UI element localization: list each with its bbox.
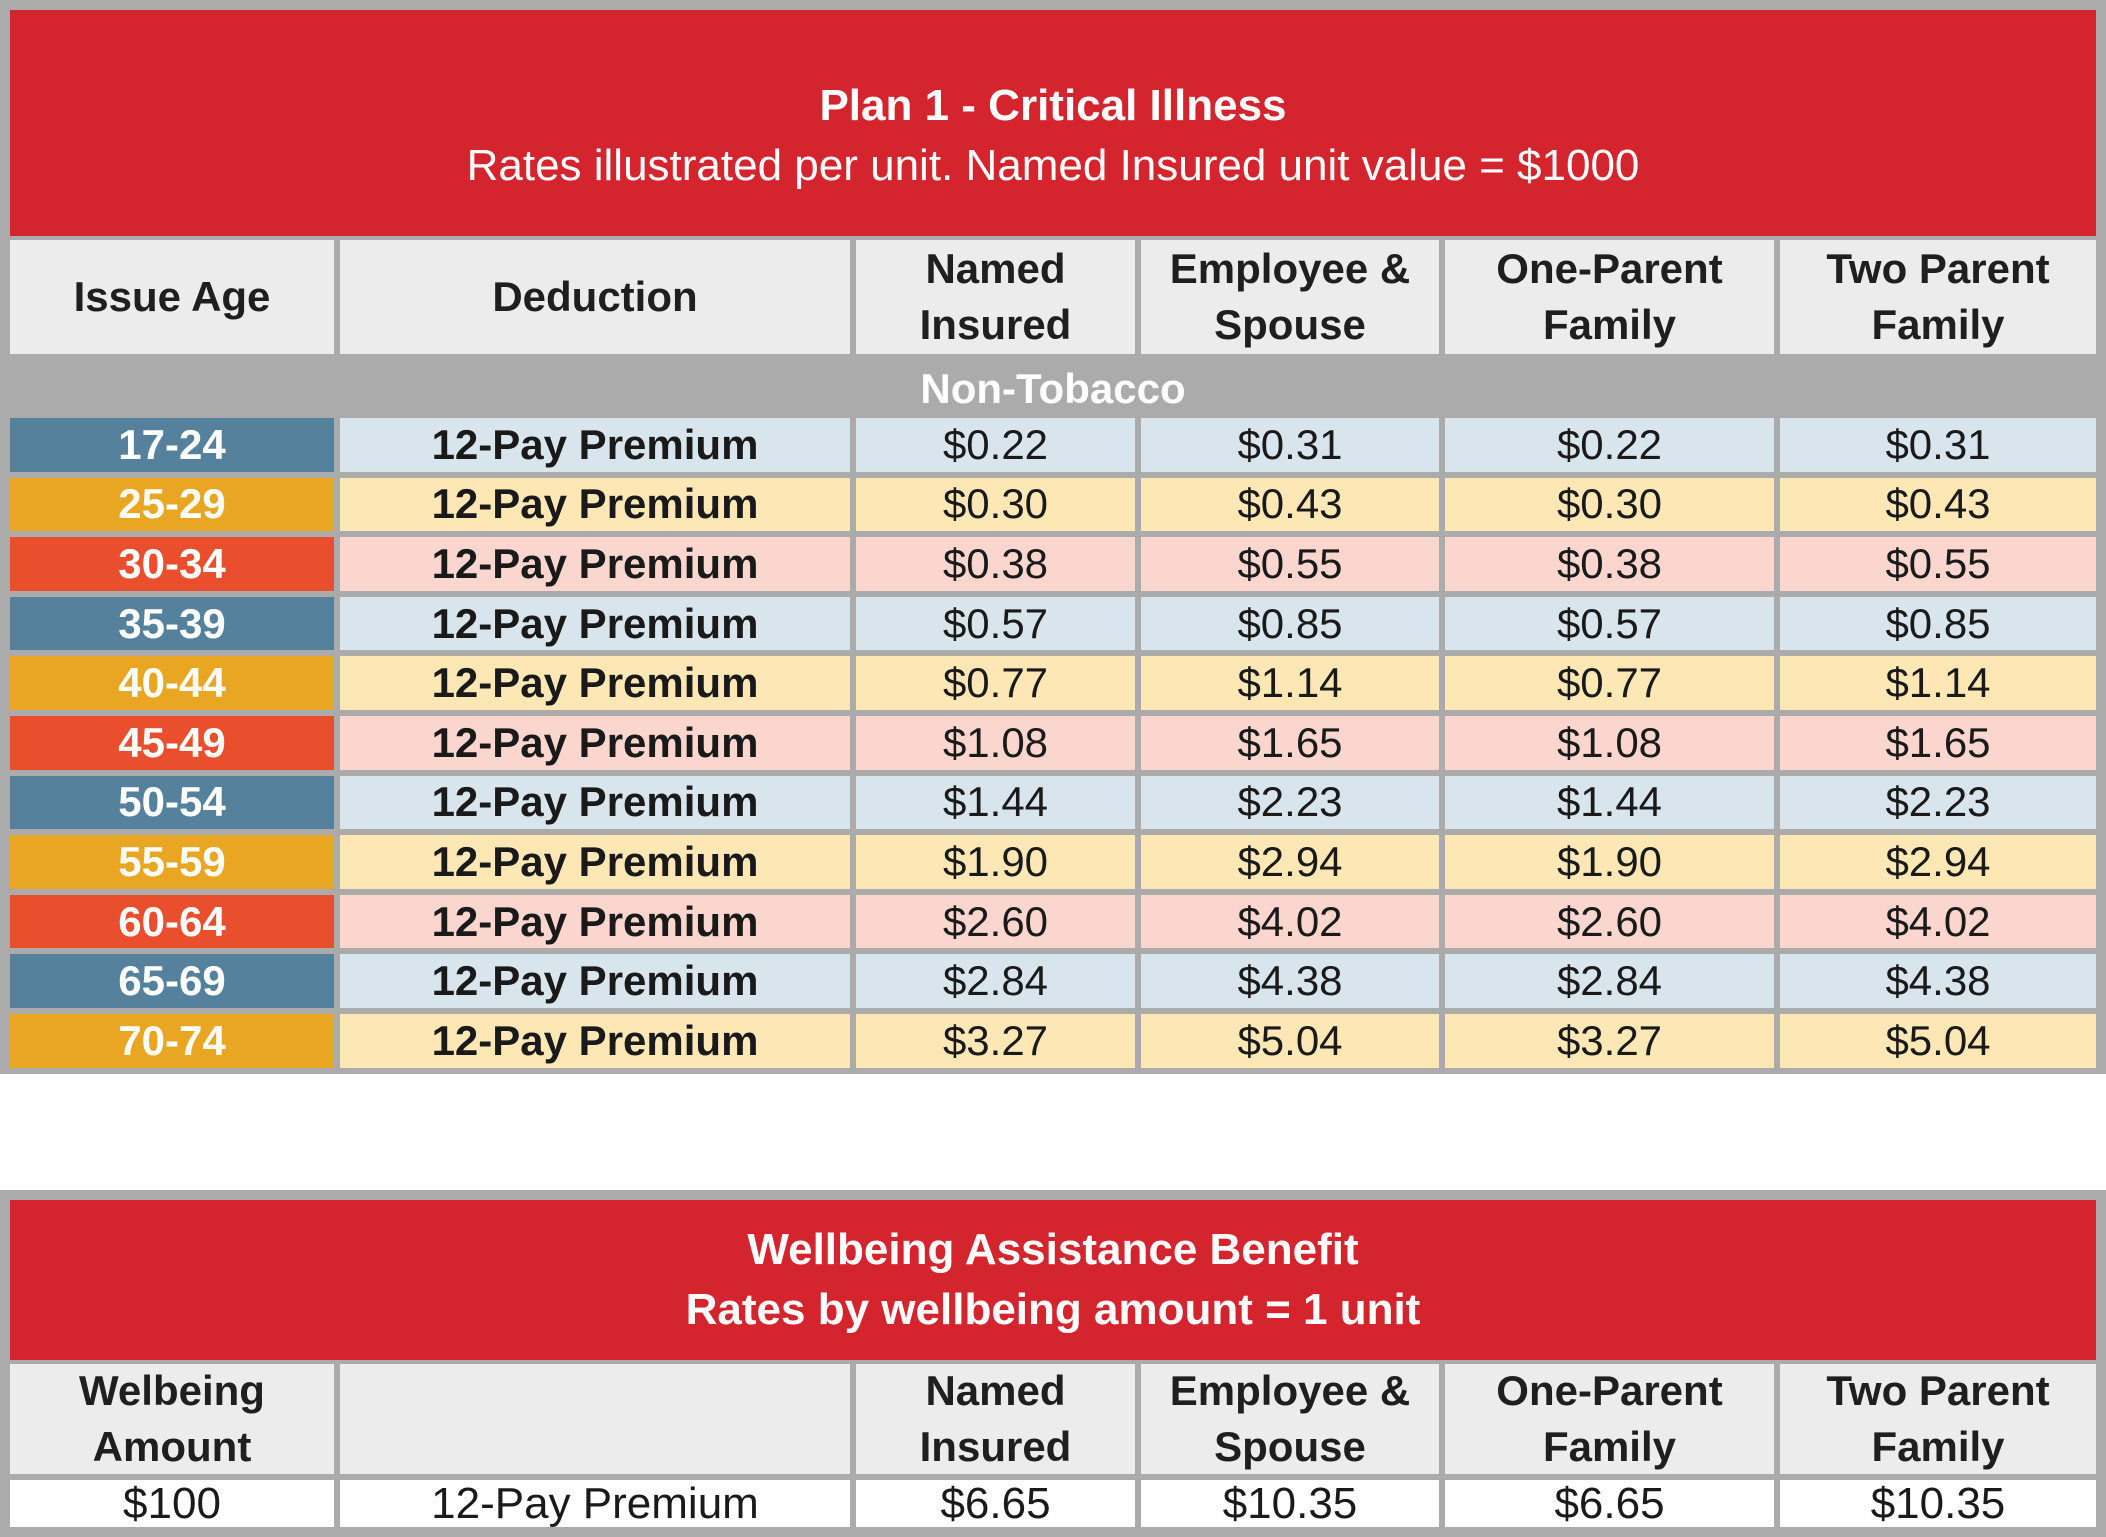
wellbeing-amount: $100 (10, 1480, 334, 1527)
deduction-cell: 12-Pay Premium (340, 537, 850, 591)
deduction-cell: 12-Pay Premium (340, 478, 850, 532)
two-parent-cell: $1.65 (1780, 716, 2096, 770)
issue-age-cell: 25-29 (10, 478, 334, 532)
table-row (10, 776, 2096, 830)
employee-spouse-cell: $4.38 (1141, 954, 1439, 1008)
header-blank (340, 1364, 850, 1474)
header-wellbeing-amount: Welbeing Amount (10, 1364, 334, 1474)
one-parent-cell: $0.38 (1445, 537, 1774, 591)
issue-age-cell: 65-69 (10, 954, 334, 1008)
one-parent-cell: $1.44 (1445, 776, 1774, 830)
one-parent-cell: $2.84 (1445, 954, 1774, 1008)
issue-age-cell: 70-74 (10, 1014, 334, 1068)
two-parent-cell: $0.85 (1780, 597, 2096, 651)
header-two-parent-family: Two Parent Family (1780, 240, 2096, 354)
named-insured-cell: $0.77 (856, 656, 1135, 710)
named-insured-cell: $2.60 (856, 895, 1135, 949)
header-employee-spouse: Employee & Spouse (1141, 1364, 1439, 1474)
two-parent-cell: $0.31 (1780, 418, 2096, 472)
deduction-cell: 12-Pay Premium (340, 835, 850, 889)
wellbeing-data-row (10, 1480, 2096, 1527)
wellbeing-title-bar (10, 1200, 2096, 1360)
employee-spouse-cell: $0.55 (1141, 537, 1439, 591)
header-issue-age: Issue Age (10, 240, 334, 354)
two-parent-cell: $5.04 (1780, 1014, 2096, 1068)
table-row (10, 597, 2096, 651)
employee-spouse-cell: $4.02 (1141, 895, 1439, 949)
issue-age-cell: 30-34 (10, 537, 334, 591)
employee-spouse-cell: $5.04 (1141, 1014, 1439, 1068)
table-row (10, 478, 2096, 532)
plan-title-bar (10, 10, 2096, 236)
header-named-insured: Named Insured (856, 240, 1135, 354)
issue-age-cell: 17-24 (10, 418, 334, 472)
table-row (10, 1014, 2096, 1068)
two-parent-cell: $1.14 (1780, 656, 2096, 710)
named-insured-cell: $0.38 (856, 537, 1135, 591)
deduction-cell: 12-Pay Premium (340, 597, 850, 651)
table-row (10, 835, 2096, 889)
one-parent-cell: $0.30 (1445, 478, 1774, 532)
table-row (10, 716, 2096, 770)
wellbeing-one-parent: $6.65 (1445, 1480, 1774, 1527)
table-row (10, 418, 2096, 472)
header-deduction: Deduction (340, 240, 850, 354)
issue-age-cell: 35-39 (10, 597, 334, 651)
employee-spouse-cell: $2.23 (1141, 776, 1439, 830)
deduction-cell: 12-Pay Premium (340, 776, 850, 830)
two-parent-cell: $4.38 (1780, 954, 2096, 1008)
issue-age-cell: 55-59 (10, 835, 334, 889)
one-parent-cell: $2.60 (1445, 895, 1774, 949)
wellbeing-two-parent: $10.35 (1780, 1480, 2096, 1527)
one-parent-cell: $3.27 (1445, 1014, 1774, 1068)
one-parent-cell: $0.22 (1445, 418, 1774, 472)
named-insured-cell: $0.22 (856, 418, 1135, 472)
table-row (10, 537, 2096, 591)
named-insured-cell: $1.44 (856, 776, 1135, 830)
wellbeing-benefit-table (0, 1190, 2106, 1537)
deduction-cell: 12-Pay Premium (340, 656, 850, 710)
header-one-parent-family: One-Parent Family (1445, 240, 1774, 354)
two-parent-cell: $0.43 (1780, 478, 2096, 532)
two-parent-cell: $2.23 (1780, 776, 2096, 830)
header-named-insured: Named Insured (856, 1364, 1135, 1474)
issue-age-cell: 45-49 (10, 716, 334, 770)
named-insured-cell: $1.90 (856, 835, 1135, 889)
section-label-non-tobacco: Non-Tobacco (920, 365, 1186, 412)
employee-spouse-cell: $0.85 (1141, 597, 1439, 651)
one-parent-cell: $1.08 (1445, 716, 1774, 770)
table-row (10, 954, 2096, 1008)
employee-spouse-cell: $0.31 (1141, 418, 1439, 472)
wellbeing-header-row (10, 1364, 2096, 1474)
issue-age-cell: 50-54 (10, 776, 334, 830)
named-insured-cell: $2.84 (856, 954, 1135, 1008)
plan-subtitle: Rates illustrated per unit. Named Insured unit value = $1000 (466, 141, 1640, 190)
issue-age-cell: 60-64 (10, 895, 334, 949)
header-employee-spouse: Employee & Spouse (1141, 240, 1439, 354)
deduction-cell: 12-Pay Premium (340, 895, 850, 949)
employee-spouse-cell: $2.94 (1141, 835, 1439, 889)
deduction-cell: 12-Pay Premium (340, 954, 850, 1008)
deduction-cell: 12-Pay Premium (340, 716, 850, 770)
one-parent-cell: $0.77 (1445, 656, 1774, 710)
table-row (10, 656, 2096, 710)
named-insured-cell: $1.08 (856, 716, 1135, 770)
header-one-parent-family: One-Parent Family (1445, 1364, 1774, 1474)
two-parent-cell: $2.94 (1780, 835, 2096, 889)
issue-age-cell: 40-44 (10, 656, 334, 710)
plan-title: Plan 1 - Critical Illness (819, 81, 1287, 130)
wellbeing-named-insured: $6.65 (856, 1480, 1135, 1527)
deduction-cell: 12-Pay Premium (340, 1014, 850, 1068)
two-parent-cell: $4.02 (1780, 895, 2096, 949)
employee-spouse-cell: $1.65 (1141, 716, 1439, 770)
named-insured-cell: $0.57 (856, 597, 1135, 651)
table-row (10, 895, 2096, 949)
wellbeing-subtitle: Rates by wellbeing amount = 1 unit (685, 1285, 1421, 1334)
named-insured-cell: $0.30 (856, 478, 1135, 532)
employee-spouse-cell: $0.43 (1141, 478, 1439, 532)
one-parent-cell: $1.90 (1445, 835, 1774, 889)
deduction-cell: 12-Pay Premium (340, 418, 850, 472)
header-two-parent-family: Two Parent Family (1780, 1364, 2096, 1474)
plan-header-row (10, 240, 2096, 354)
wellbeing-employee-spouse: $10.35 (1141, 1480, 1439, 1527)
one-parent-cell: $0.57 (1445, 597, 1774, 651)
employee-spouse-cell: $1.14 (1141, 656, 1439, 710)
two-parent-cell: $0.55 (1780, 537, 2096, 591)
wellbeing-deduction: 12-Pay Premium (340, 1480, 850, 1527)
named-insured-cell: $3.27 (856, 1014, 1135, 1068)
wellbeing-title: Wellbeing Assistance Benefit (747, 1225, 1359, 1274)
